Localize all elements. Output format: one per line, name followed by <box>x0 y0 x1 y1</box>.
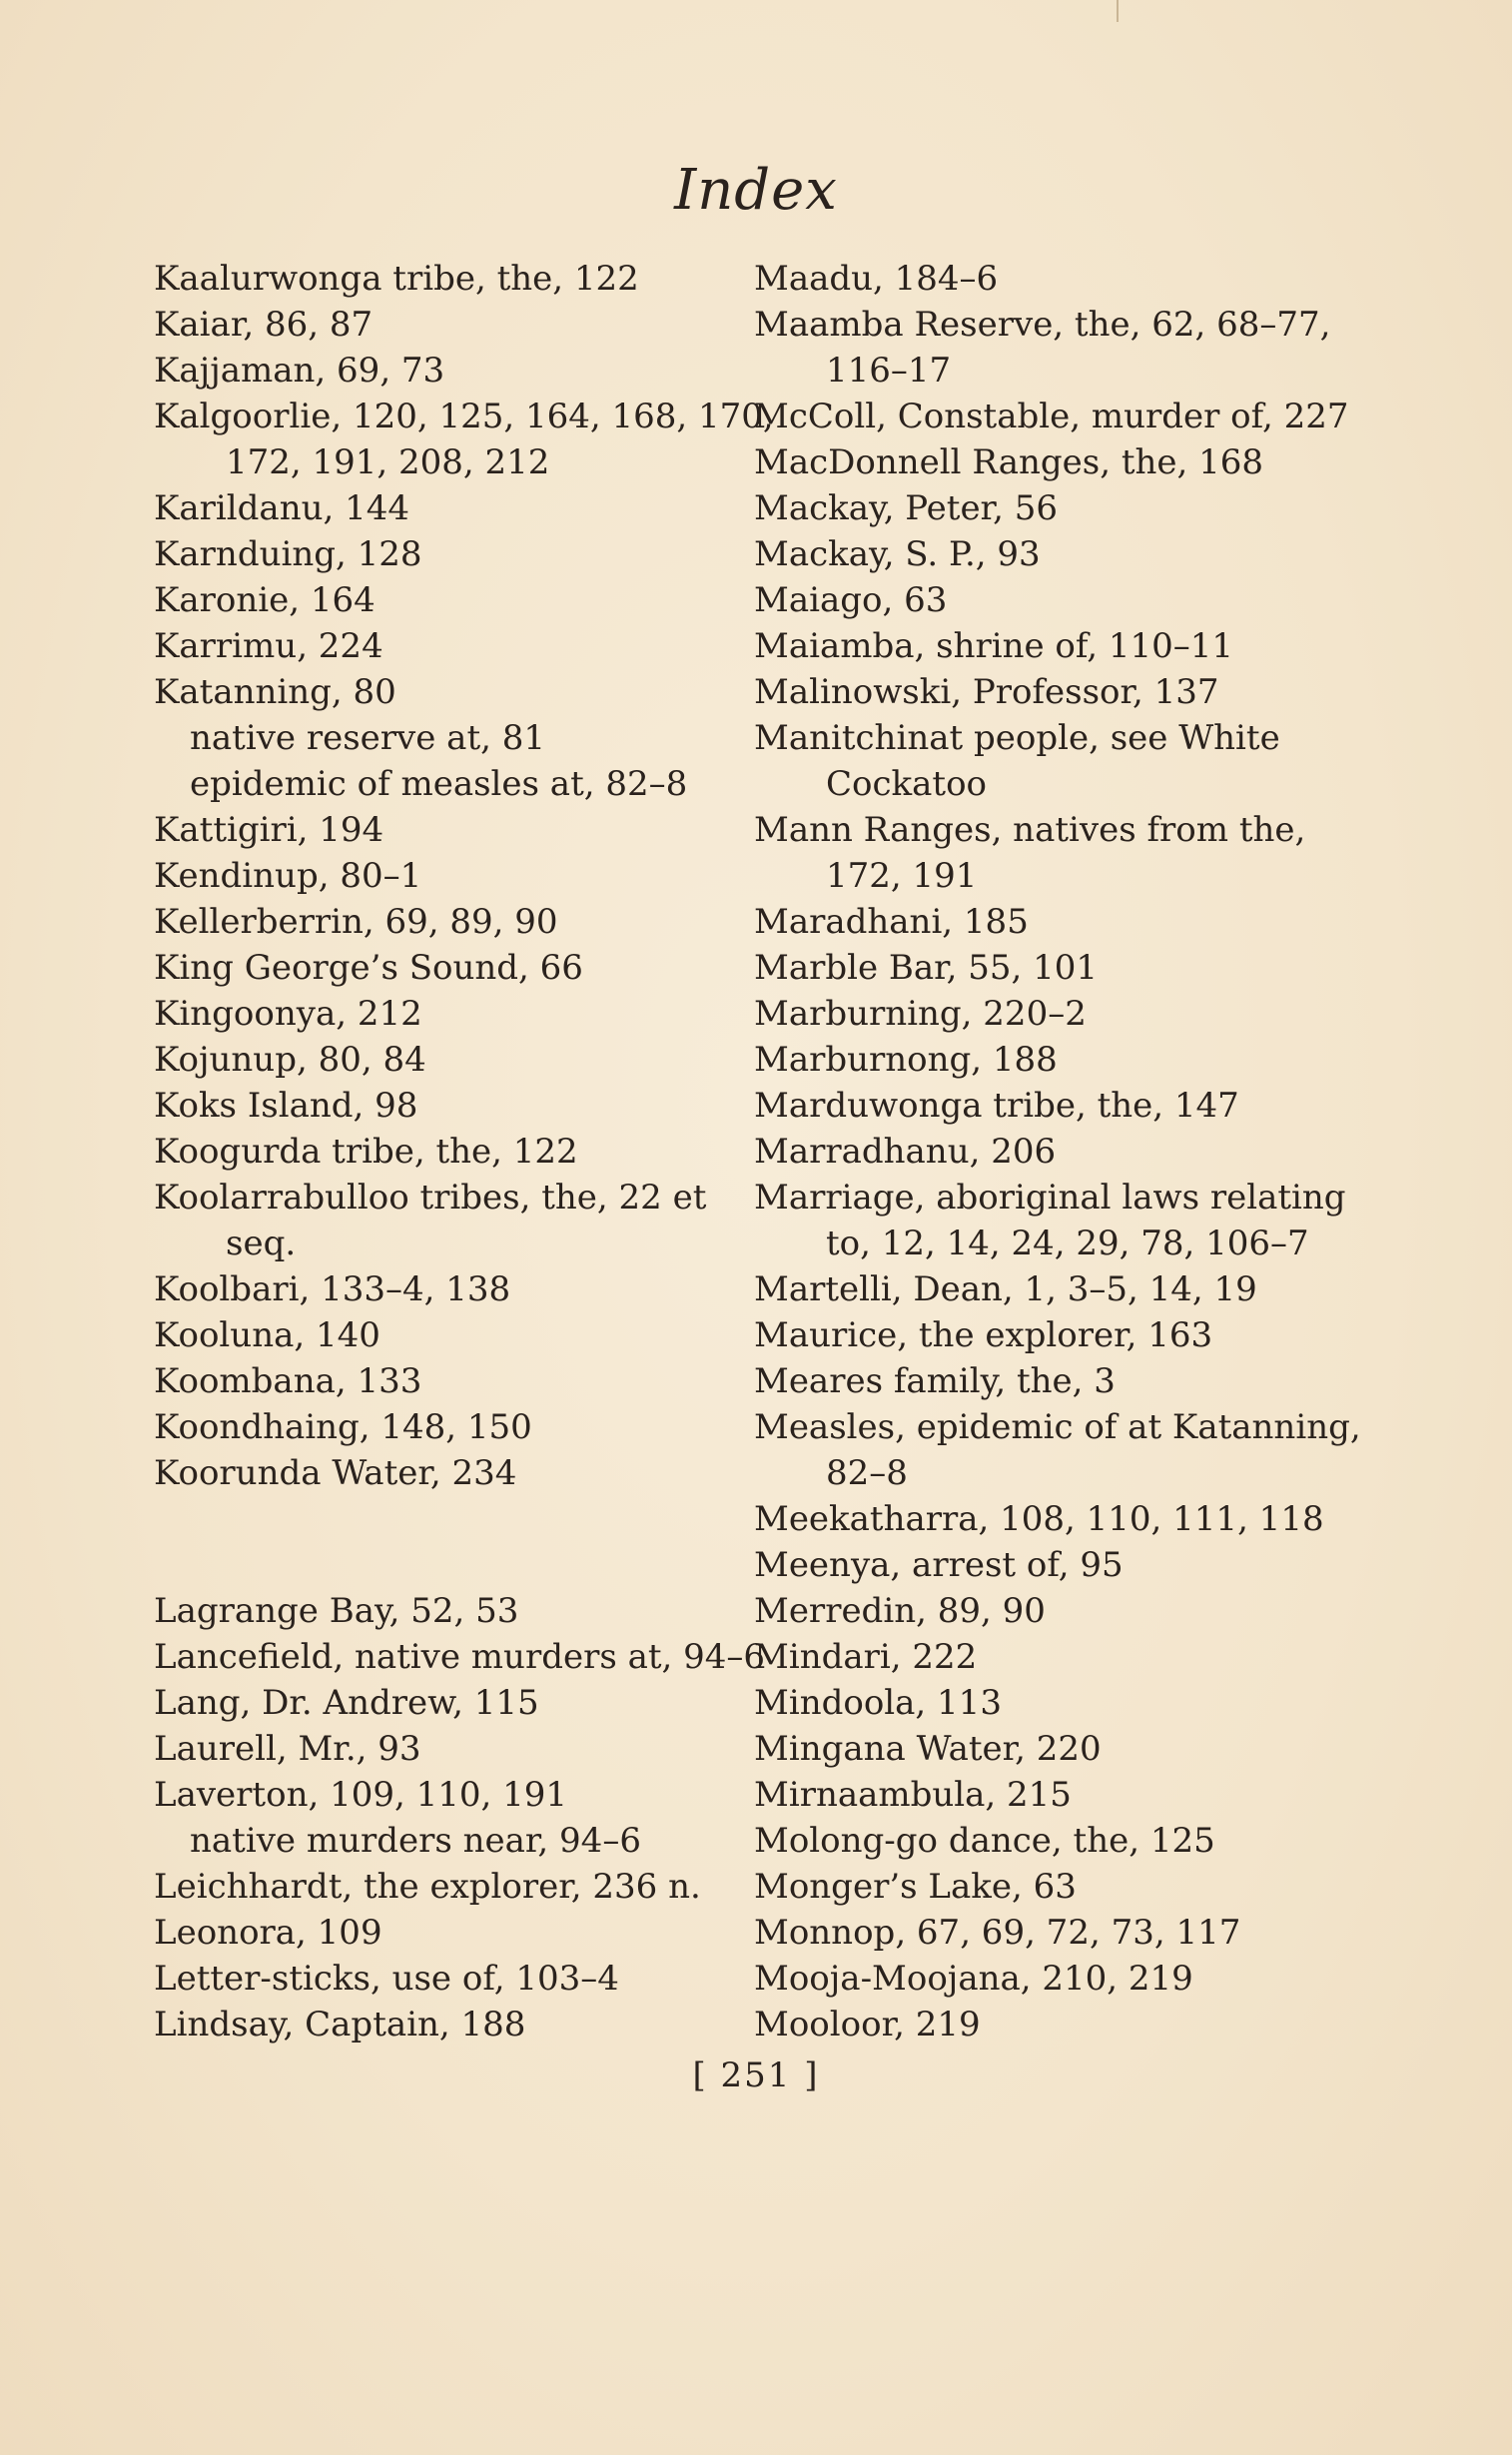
index-entry: Maadu, 184–6 <box>754 259 999 299</box>
page-number: [ 251 ] <box>692 2055 820 2095</box>
index-entry: Lancefield, native murders at, 94–6 <box>154 1637 766 1677</box>
index-entry: McColl, Constable, murder of, 227 <box>754 397 1349 436</box>
index-entry: Meekatharra, 108, 110, 111, 118 <box>754 1499 1324 1539</box>
index-entry: Mingana Water, 220 <box>754 1729 1102 1769</box>
index-entry: King George’s Sound, 66 <box>154 948 583 988</box>
index-entry: Koogurda tribe, the, 122 <box>154 1132 578 1172</box>
index-entry: Maamba Reserve, the, 62, 68–77, <box>754 305 1331 345</box>
index-entry: Leonora, 109 <box>154 1913 382 1953</box>
index-entry: Maiago, 63 <box>754 580 948 620</box>
index-entry: Marble Bar, 55, 101 <box>754 948 1099 988</box>
index-entry-continuation: Cockatoo <box>826 764 988 804</box>
index-entry: Maiamba, shrine of, 110–11 <box>754 626 1234 666</box>
index-subentry: epidemic of measles at, 82–8 <box>190 764 688 804</box>
index-entry: Mindoola, 113 <box>754 1683 1002 1723</box>
index-subentry: native murders near, 94–6 <box>190 1821 641 1861</box>
index-entry: Marradhanu, 206 <box>754 1132 1057 1172</box>
index-entry: Kingoonya, 212 <box>154 994 422 1034</box>
index-entry: Kellerberrin, 69, 89, 90 <box>154 902 558 942</box>
index-entry: Measles, epidemic of at Katanning, <box>754 1407 1361 1447</box>
index-column-right <box>754 256 1361 2047</box>
index-entry: Marduwonga tribe, the, 147 <box>754 1086 1239 1126</box>
index-entry-continuation: 82–8 <box>826 1453 908 1493</box>
index-entry: Kattigiri, 194 <box>154 810 384 850</box>
index-entry: Kendinup, 80–1 <box>154 856 422 896</box>
index-entry: Lindsay, Captain, 188 <box>154 2005 526 2045</box>
index-entry-continuation: seq. <box>226 1224 297 1263</box>
index-entry-continuation: 172, 191 <box>826 856 978 896</box>
index-entry: Merredin, 89, 90 <box>754 1591 1046 1631</box>
index-entry: Mackay, S. P., 93 <box>754 534 1041 574</box>
index-entry: Letter-sticks, use of, 103–4 <box>154 1959 619 1999</box>
index-entry: Koks Island, 98 <box>154 1086 418 1126</box>
index-entry: Mooloor, 219 <box>754 2005 981 2045</box>
index-entry: Lang, Dr. Andrew, 115 <box>154 1683 539 1723</box>
index-entry: Koorunda Water, 234 <box>154 1453 517 1493</box>
index-entry: Martelli, Dean, 1, 3–5, 14, 19 <box>754 1269 1257 1309</box>
index-entry: Kaalurwonga tribe, the, 122 <box>154 259 639 299</box>
index-entry: Meenya, arrest of, 95 <box>754 1545 1124 1585</box>
index-entry: Karrimu, 224 <box>154 626 383 666</box>
index-entry: Koolarrabulloo tribes, the, 22 et <box>154 1178 707 1218</box>
index-entry: Koondhaing, 148, 150 <box>154 1407 532 1447</box>
index-entry: Marburnong, 188 <box>754 1040 1058 1080</box>
index-entry: Katanning, 80 <box>154 672 396 712</box>
index-entry: Manitchinat people, see White <box>754 718 1280 758</box>
index-entry: Karonie, 164 <box>154 580 376 620</box>
index-entry-continuation: to, 12, 14, 24, 29, 78, 106–7 <box>826 1224 1309 1263</box>
index-entry: Molong-go dance, the, 125 <box>754 1821 1215 1861</box>
index-entry: Karnduing, 128 <box>154 534 422 574</box>
index-entry: Leichhardt, the explorer, 236 n. <box>154 1867 701 1907</box>
index-entry: Monnop, 67, 69, 72, 73, 117 <box>754 1913 1241 1953</box>
index-entry: Mindari, 222 <box>754 1637 978 1677</box>
section-gap <box>154 1496 713 1588</box>
index-entry: Marburning, 220–2 <box>754 994 1087 1034</box>
index-entry: Mackay, Peter, 56 <box>754 488 1058 528</box>
index-entry: Marriage, aboriginal laws relating <box>754 1178 1346 1218</box>
index-entry: Kaiar, 86, 87 <box>154 305 374 345</box>
page-title: Index <box>674 158 838 223</box>
index-entry: Koolbari, 133–4, 138 <box>154 1269 511 1309</box>
index-entry: Karildanu, 144 <box>154 488 410 528</box>
index-entry: Kojunup, 80, 84 <box>154 1040 426 1080</box>
index-entry: Koombana, 133 <box>154 1361 422 1401</box>
index-entry: Malinowski, Professor, 137 <box>754 672 1219 712</box>
index-entry: Meares family, the, 3 <box>754 1361 1116 1401</box>
index-entry: Lagrange Bay, 52, 53 <box>154 1591 519 1631</box>
index-entry: Laurell, Mr., 93 <box>154 1729 421 1769</box>
index-entry: MacDonnell Ranges, the, 168 <box>754 442 1264 482</box>
index-entry-continuation: 172, 191, 208, 212 <box>226 442 550 482</box>
index-subentry: native reserve at, 81 <box>190 718 545 758</box>
index-entry: Kalgoorlie, 120, 125, 164, 168, 170, <box>154 397 774 436</box>
index-entry: Laverton, 109, 110, 191 <box>154 1775 567 1815</box>
index-entry: Maurice, the explorer, 163 <box>754 1315 1213 1355</box>
index-entry: Maradhani, 185 <box>754 902 1029 942</box>
index-column-left <box>154 256 774 2047</box>
index-entry: Kajjaman, 69, 73 <box>154 351 445 391</box>
index-entry: Kooluna, 140 <box>154 1315 380 1355</box>
page-fold-mark <box>1117 0 1119 22</box>
index-entry-continuation: 116–17 <box>826 351 952 391</box>
index-entry: Mooja-Moojana, 210, 219 <box>754 1959 1193 1999</box>
index-entry: Monger’s Lake, 63 <box>754 1867 1077 1907</box>
index-entry: Mirnaambula, 215 <box>754 1775 1072 1815</box>
index-entry: Mann Ranges, natives from the, <box>754 810 1306 850</box>
